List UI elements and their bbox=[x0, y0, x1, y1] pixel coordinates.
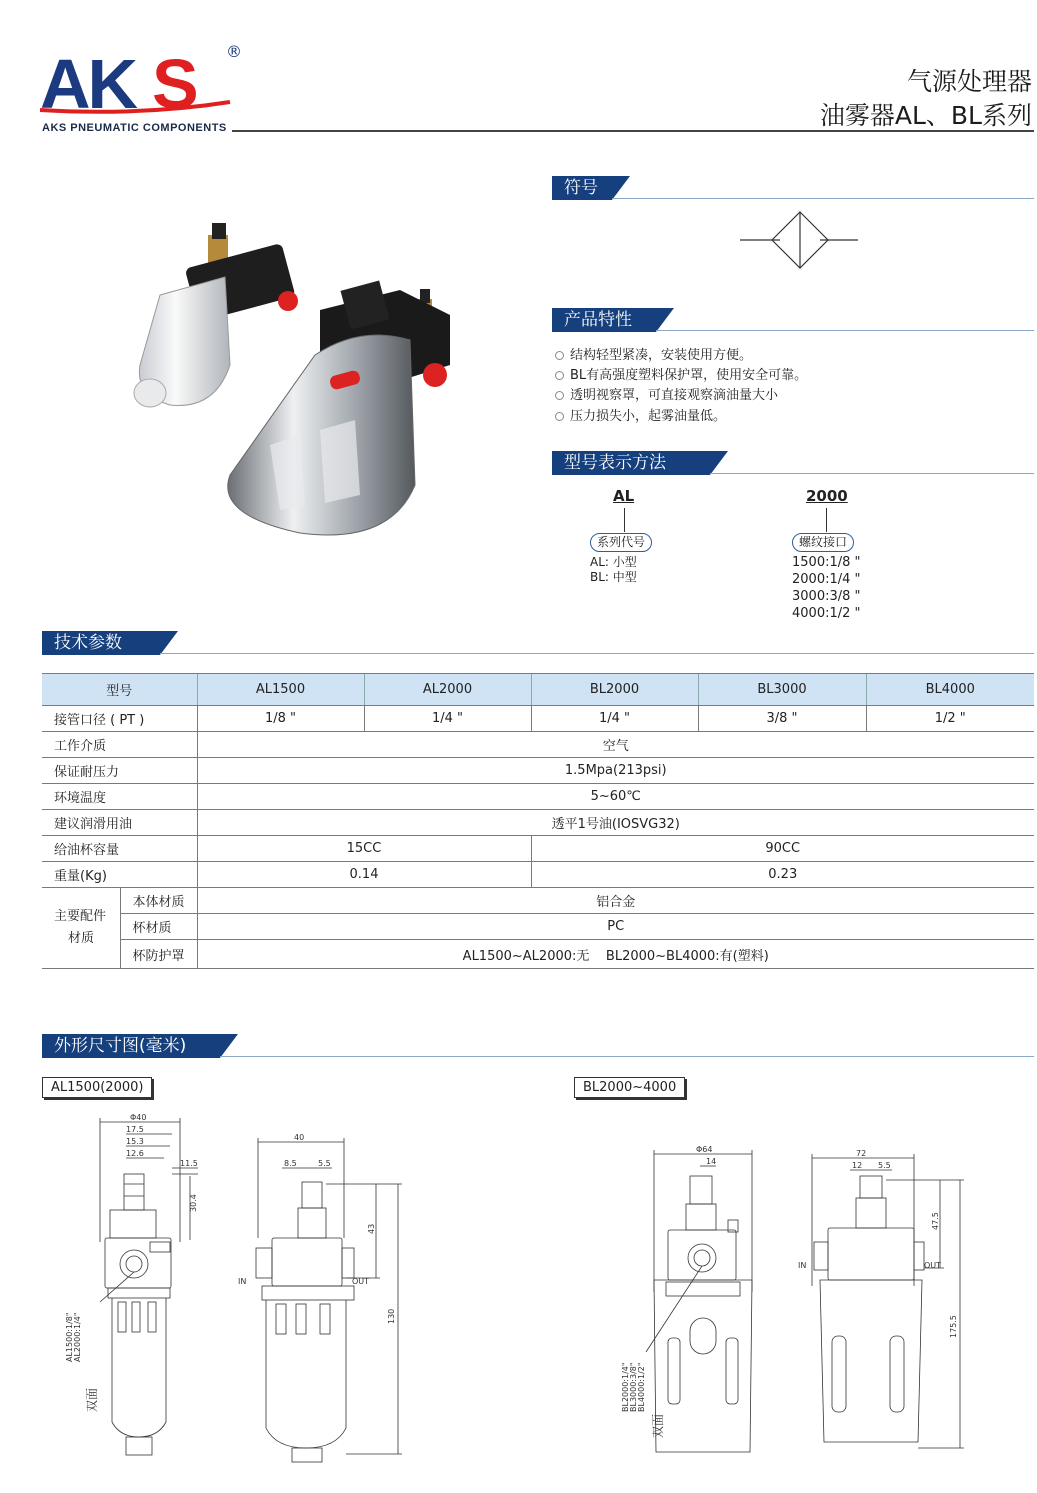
brand-subtitle: AKS PNEUMATIC COMPONENTS bbox=[42, 122, 227, 134]
table-header: AL1500 bbox=[197, 674, 364, 706]
dim-label: Φ40 bbox=[130, 1113, 147, 1122]
aks-logo bbox=[40, 46, 250, 116]
section-title: 外形尺寸图(毫米) bbox=[42, 1034, 220, 1058]
dim-label: 40 bbox=[294, 1133, 305, 1142]
bl-front-drawing bbox=[616, 1142, 766, 1472]
dim-label: 5.5 bbox=[878, 1161, 891, 1170]
table-row: 工作介质 空气 bbox=[42, 732, 1034, 758]
section-features bbox=[552, 308, 1034, 332]
section-title: 型号表示方法 bbox=[552, 451, 710, 475]
section-title: 符号 bbox=[552, 176, 612, 200]
table-row: 给油杯容量 15CC 90CC bbox=[42, 836, 1034, 862]
spec-table bbox=[42, 673, 1034, 969]
page-subtitle: 油雾器AL、BL系列 bbox=[819, 101, 1032, 130]
table-row: 杯材质 PC bbox=[42, 914, 1034, 940]
dim-label: 43 bbox=[367, 1223, 376, 1234]
al-side-drawing bbox=[236, 1128, 411, 1468]
port-item: 4000:1/2 " bbox=[792, 606, 861, 621]
section-title: 技术参数 bbox=[42, 631, 160, 655]
bl-side-drawing bbox=[794, 1146, 974, 1464]
bl-dimension-label: BL2000~4000 bbox=[574, 1077, 685, 1098]
dim-label: BL3000:3/8" bbox=[629, 1362, 638, 1412]
dim-label: OUT bbox=[924, 1261, 942, 1270]
bullet-icon bbox=[555, 391, 564, 400]
dim-label: 17.5 bbox=[126, 1125, 144, 1134]
dim-label: 11.5 bbox=[180, 1159, 198, 1168]
table-row: 主要配件 材质 本体材质 铝合金 bbox=[42, 888, 1034, 914]
dim-label: BL2000:1/4" bbox=[621, 1362, 630, 1412]
dim-label: AL2000:1/4" bbox=[73, 1312, 82, 1362]
section-symbol bbox=[552, 176, 1034, 200]
al-front-drawing bbox=[60, 1112, 210, 1464]
port-label: 螺纹接口 bbox=[792, 533, 854, 552]
table-row: 接管口径 ( PT ) 1/8 " 1/4 " 1/4 " 3/8 " 1/2 " bbox=[42, 706, 1034, 732]
series-code: AL bbox=[613, 487, 635, 505]
bullet-icon bbox=[555, 351, 564, 360]
dim-label: 14 bbox=[706, 1157, 717, 1166]
series-item: BL: 中型 bbox=[590, 570, 637, 584]
al-dimension-label: AL1500(2000) bbox=[42, 1077, 152, 1098]
table-header: AL2000 bbox=[364, 674, 531, 706]
table-header: 型号 bbox=[42, 674, 197, 706]
dim-label: 12.6 bbox=[126, 1149, 144, 1158]
dim-label: Φ64 bbox=[696, 1145, 713, 1154]
svg-text:S: S bbox=[152, 46, 199, 116]
table-row: 保证耐压力 1.5Mpa(213psi) bbox=[42, 758, 1034, 784]
series-label: 系列代号 bbox=[590, 533, 652, 552]
lubricator-symbol bbox=[740, 210, 860, 270]
dim-label: AL1500:1/8" bbox=[65, 1312, 74, 1362]
dim-label: IN bbox=[798, 1261, 807, 1270]
dim-label: 双面 bbox=[651, 1413, 665, 1438]
dim-label: BL4000:1/2" bbox=[637, 1362, 646, 1412]
table-header: BL2000 bbox=[531, 674, 698, 706]
port-item: 2000:1/4 " bbox=[792, 572, 861, 587]
table-row: 建议润滑用油 透平1号油(IOSVG32) bbox=[42, 810, 1034, 836]
table-header: BL4000 bbox=[866, 674, 1034, 706]
section-title: 产品特性 bbox=[552, 308, 656, 332]
dim-label: 30.4 bbox=[189, 1194, 198, 1212]
feature-item: BL有高强度塑料保护罩，使用安全可靠。 bbox=[555, 364, 807, 383]
table-header-row bbox=[42, 674, 1034, 706]
port-code: 2000 bbox=[806, 487, 848, 505]
table-row: 杯防护罩 AL1500~AL2000:无 BL2000~BL4000:有(塑料) bbox=[42, 940, 1034, 969]
feature-item: 压力损失小，起雾油量低。 bbox=[555, 405, 726, 424]
dim-label: 175.5 bbox=[949, 1315, 958, 1338]
dim-label: 47.5 bbox=[931, 1212, 940, 1230]
table-row: 重量(Kg) 0.14 0.23 bbox=[42, 862, 1034, 888]
dim-label: IN bbox=[238, 1277, 247, 1286]
section-tech bbox=[42, 631, 1034, 655]
section-dims bbox=[42, 1034, 1034, 1058]
bullet-icon bbox=[555, 371, 564, 380]
dim-label: 双面 bbox=[85, 1387, 99, 1412]
bullet-icon bbox=[555, 412, 564, 421]
dim-label: 5.5 bbox=[318, 1159, 331, 1168]
dim-label: 12 bbox=[852, 1161, 863, 1170]
feature-item: 结构轻型紧凑，安装使用方便。 bbox=[555, 344, 752, 363]
page-title: 气源处理器 bbox=[906, 67, 1032, 96]
section-model bbox=[552, 451, 1034, 475]
port-item: 3000:3/8 " bbox=[792, 589, 861, 604]
dim-label: 72 bbox=[856, 1149, 867, 1158]
registered-mark: ® bbox=[226, 42, 242, 61]
series-item: AL: 小型 bbox=[590, 555, 637, 569]
table-row: 环境温度 5~60℃ bbox=[42, 784, 1034, 810]
svg-text:AK: AK bbox=[40, 46, 136, 116]
table-header: BL3000 bbox=[698, 674, 866, 706]
dim-label: 130 bbox=[387, 1308, 396, 1324]
port-item: 1500:1/8 " bbox=[792, 555, 861, 570]
dim-label: 15.3 bbox=[126, 1137, 144, 1146]
dim-label: OUT bbox=[352, 1277, 370, 1286]
feature-item: 透明视察罩，可直接观察滴油量大小 bbox=[555, 384, 778, 403]
product-photo bbox=[120, 215, 470, 545]
dim-label: 8.5 bbox=[284, 1159, 297, 1168]
